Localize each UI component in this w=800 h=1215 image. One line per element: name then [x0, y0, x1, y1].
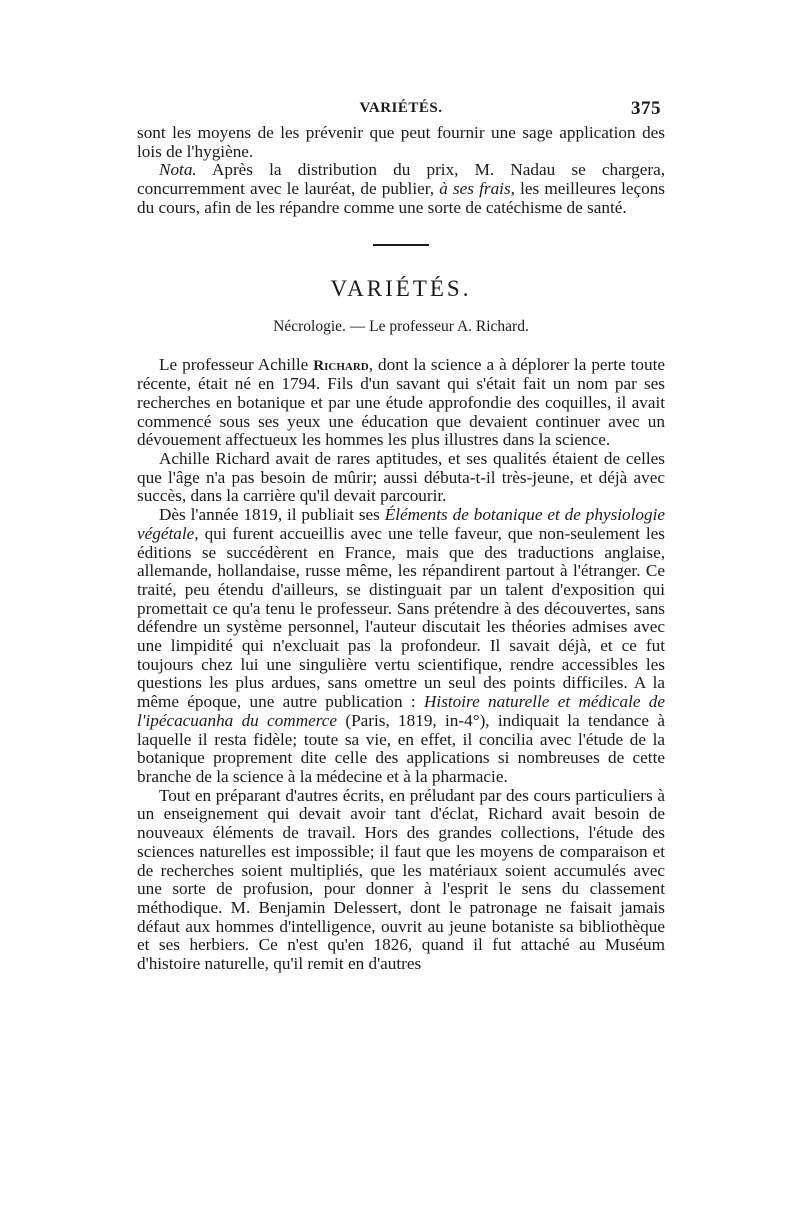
p1-start: Le professeur Achille	[159, 354, 314, 374]
nota-text-end: les meilleures leçons du cours, afin de les répandre comme une sorte de catéchisme de santé.	[137, 179, 665, 217]
p3-a: Dès l'année 1819, il publiait ses	[159, 505, 385, 525]
nota-paragraph	[137, 161, 665, 217]
author-name: Richard	[313, 357, 369, 374]
p3-title-1: Éléments de botanique et de physiologie végétale	[137, 505, 665, 543]
section-divider	[373, 244, 429, 246]
nota-text: Après la distribution du prix, M. Nadau se chargera, concurremment avec le lauréat, de publier,	[137, 160, 665, 199]
body-paragraph-4: Tout en préparant d'autres écrits, en préludant par des cours particuliers à un enseignement qui devait avoir tant d'éclat, Richard avait besoin de nouveaux éléments de travail. Hors des grandes collections, l'étude des sciences naturelles est impossible; il faut que les moyens de comparaison et de recherches soient multipliés, que les matériaux soient accumulés avec une sorte de profusion, pour donner à l'esprit le sens du classement méthodique. M. Benjamin Delessert, dont le patronage ne faisait jamais défaut aux hommes d'intelligence, ouvrit au jeune botaniste sa bibliothèque et ses herbiers. Ce n'est qu'en 1826, quand il fut attaché au Muséum d'histoire naturelle, qu'il remit en d'autres	[137, 785, 665, 974]
section-subtitle: Nécrologie. — Le professeur A. Richard.	[273, 317, 529, 335]
section-title: VARIÉTÉS.	[330, 275, 472, 301]
nota-label: Nota.	[159, 160, 197, 180]
p1-end: , dont la science a à déplorer la perte toute récente, était né en 1794. Fils d'un savant qui s'était fait un nom par ses recherches en botanique et par une étude approfondie des coquilles, il avait commencé sous ses yeux une éducation que devaient continuer avec un dévouement affectueux les hommes les plus illustres dans la science.	[137, 354, 666, 450]
running-head	[137, 100, 665, 124]
nota-italic: à ses frais,	[439, 179, 515, 199]
intro-paragraph: sont les moyens de les prévenir que peut fournir une sage application des lois de l'hygiène.	[137, 123, 665, 161]
body-paragraph-2: Achille Richard avait de rares aptitudes, et ses qualités étaient de celles que l'âge n'a pas besoin de mûrir; aussi débuta-t-il très-jeune, et déjà avec succès, dans la carrière qu'il devait parcourir.	[137, 449, 665, 506]
book-page	[137, 100, 665, 974]
p3-title-2: Histoire naturelle et médicale de l'ipécacuanha du commerce	[137, 692, 665, 730]
running-title: VARIÉTÉS.	[359, 100, 443, 116]
body-paragraph-1	[137, 356, 665, 451]
body-paragraph-3	[137, 506, 665, 787]
page-number: 375	[631, 98, 661, 119]
p3-b: , qui furent accueillis avec une telle faveur, que non-seulement les éditions se succédèrent en France, mais que des traductions anglaise, allemande, hollandaise, russe même, les répandirent partout à l'étranger. Ce traité, peu étendu d'ailleurs, se distinguait par un talent d'exposition qui promettait ce qu'a tenu le professeur. Sans prétendre à des découvertes, sans défendre un système personnel, l'auteur discutait les théories admises avec une limpidité qui n'excluait pas la profondeur. Il savait déjà, et ce fut toujours chez lui une singulière vertu scientifique, rendre accessibles les questions les plus ardues, sans omettre un seul des points difficiles. A la même époque, une autre publication :	[137, 523, 665, 712]
p3-c: (Paris, 1819, in-4°), indiquait la tendance à laquelle il resta fidèle; toute sa vie, en effet, il concilia avec l'étude de la botanique proprement dite celle des applications si nombreuses de cette branche de la science à la médecine et à la pharmacie.	[137, 710, 665, 786]
